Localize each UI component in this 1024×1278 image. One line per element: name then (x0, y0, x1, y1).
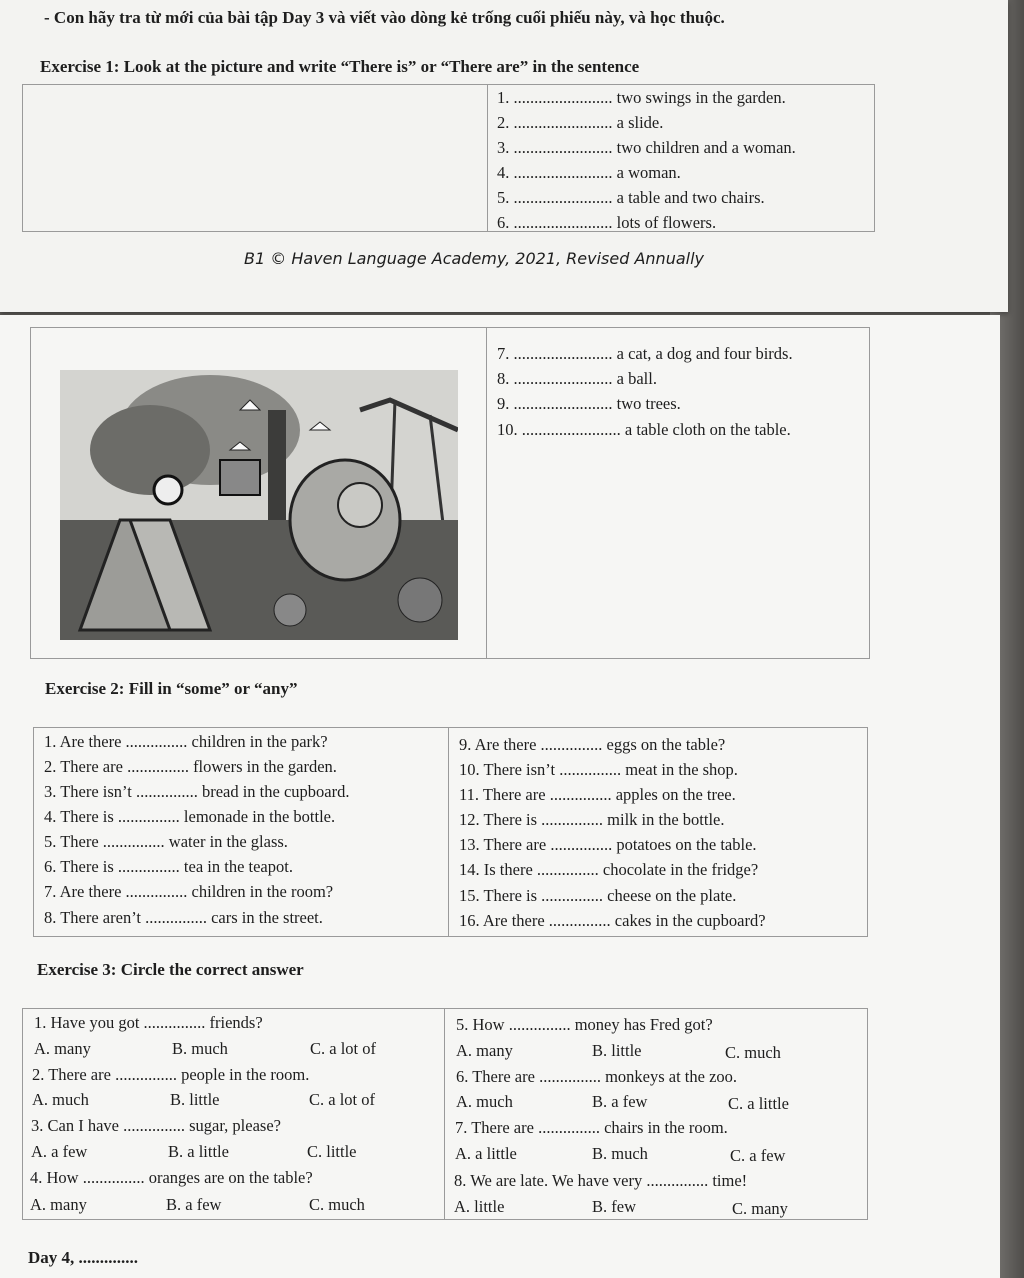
ex1-item: 2. ........................ a slide. (497, 113, 664, 132)
ex2-item: 11. There are ............... apples on the tree. (459, 785, 736, 804)
table-divider (448, 727, 449, 937)
ex2-item: 5. There ............... water in the glass. (44, 832, 288, 851)
garden-illustration-icon (60, 370, 458, 640)
ex2-item: 15. There is ............... cheese on the plate. (459, 886, 737, 905)
ex3-option: B. a few (592, 1092, 648, 1111)
ex3-question: 2. There are ............... people in the room. (32, 1065, 310, 1084)
ex3-question: 3. Can I have ............... sugar, please? (31, 1116, 281, 1135)
ex3-question: 4. How ............... oranges are on the table? (30, 1168, 313, 1187)
ex2-item: 9. Are there ............... eggs on the table? (459, 735, 726, 754)
ex3-question: 7. There are ............... chairs in the room. (455, 1118, 728, 1137)
exercise-2-title: Exercise 2: Fill in “some” or “any” (45, 679, 298, 698)
ex2-item: 12. There is ............... milk in the bottle. (459, 810, 725, 829)
ex1-item: 4. ........................ a woman. (497, 163, 681, 182)
ex3-option: A. many (30, 1195, 87, 1214)
ex3-option: B. few (592, 1197, 636, 1216)
table-divider (487, 84, 488, 232)
ex2-item: 16. Are there ............... cakes in the cupboard? (459, 911, 766, 930)
ex1-item: 8. ........................ a ball. (497, 369, 657, 388)
ex3-option: B. a few (166, 1195, 222, 1214)
ex3-option: C. a few (730, 1146, 786, 1165)
ex2-item: 13. There are ............... potatoes on the table. (459, 835, 757, 854)
ex2-item: 1. Are there ............... children in the park? (44, 732, 328, 751)
worksheet-page-bottom (0, 315, 1000, 1278)
exercise-1-title: Exercise 1: Look at the picture and write “There is” or “There are” in the sentence (40, 57, 640, 76)
ex1-item: 1. ........................ two swings in the garden. (497, 88, 786, 107)
ex3-option: B. much (172, 1039, 228, 1058)
ex2-item: 8. There aren’t ............... cars in the street. (44, 908, 323, 927)
ex2-item: 10. There isn’t ............... meat in the shop. (459, 760, 738, 779)
ex3-option: A. much (32, 1090, 89, 1109)
ex3-option: C. a little (728, 1094, 789, 1113)
garden-picture (60, 370, 458, 640)
table-divider (486, 327, 487, 659)
ex3-option: C. many (732, 1199, 788, 1218)
exercise-3-title: Exercise 3: Circle the correct answer (37, 960, 304, 979)
worksheet-page-top (0, 0, 1008, 312)
instruction-text: - Con hãy tra từ mới của bài tập Day 3 và viết vào dòng kẻ trống cuối phiếu này, và học thuộc. (44, 8, 725, 27)
ex3-option: B. a little (168, 1142, 229, 1161)
ex3-option: C. much (725, 1043, 781, 1062)
ex3-option: B. much (592, 1144, 648, 1163)
ex3-option: C. little (307, 1142, 357, 1161)
ex1-item: 7. ........................ a cat, a dog and four birds. (497, 344, 793, 363)
ex2-item: 14. Is there ............... chocolate in the fridge? (459, 860, 759, 879)
ex3-question: 8. We are late. We have very ............... time! (454, 1171, 748, 1190)
ex1-item: 3. ........................ two children and a woman. (497, 138, 796, 157)
ex3-option: C. much (309, 1195, 365, 1214)
ex1-item: 5. ........................ a table and two chairs. (497, 188, 765, 207)
ex2-item: 3. There isn’t ............... bread in the cupboard. (44, 782, 350, 801)
ex3-option: A. little (454, 1197, 505, 1216)
ex3-option: A. many (34, 1039, 91, 1058)
ex2-item: 6. There is ............... tea in the teapot. (44, 857, 293, 876)
ex3-option: A. much (456, 1092, 513, 1111)
page-footer: B1 © Haven Language Academy, 2021, Revised Annually (244, 249, 704, 268)
ex3-option: A. many (456, 1041, 513, 1060)
ex1-item: 9. ........................ two trees. (497, 394, 681, 413)
ex2-item: 2. There are ............... flowers in the garden. (44, 757, 337, 776)
ex3-option: B. little (592, 1041, 642, 1060)
ex1-item: 10. ........................ a table cloth on the table. (497, 420, 791, 439)
day-label: Day 4, .............. (28, 1248, 139, 1267)
ex3-question: 5. How ............... money has Fred got? (456, 1015, 713, 1034)
ex3-option: A. a little (455, 1144, 517, 1163)
ex2-item: 7. Are there ............... children in the room? (44, 882, 334, 901)
ex3-option: B. little (170, 1090, 220, 1109)
ex1-item: 6. ........................ lots of flowers. (497, 213, 717, 232)
ex3-option: C. a lot of (309, 1090, 375, 1109)
ex3-question: 6. There are ............... monkeys at the zoo. (456, 1067, 738, 1086)
ex3-option: C. a lot of (310, 1039, 376, 1058)
ex3-option: A. a few (31, 1142, 88, 1161)
ex3-question: 1. Have you got ............... friends? (34, 1013, 263, 1032)
ex2-item: 4. There is ............... lemonade in the bottle. (44, 807, 336, 826)
table-divider (444, 1008, 445, 1220)
